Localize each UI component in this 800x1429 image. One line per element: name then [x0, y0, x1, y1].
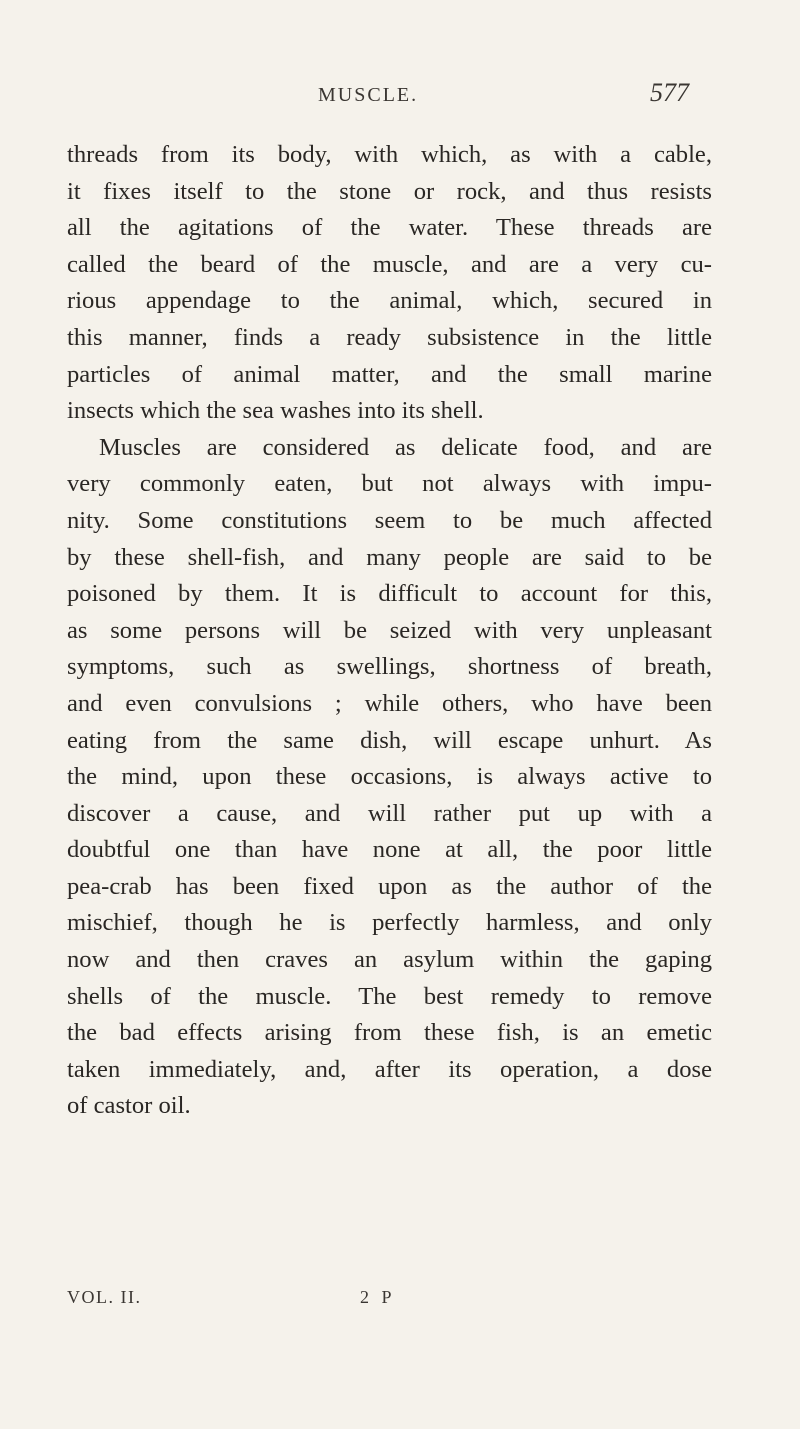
text-line: taken immediately, and, after its operation, a dose: [67, 1055, 712, 1083]
text-line: poisoned by them. It is difficult to account for this,: [67, 580, 712, 608]
text-line: now and then craves an asylum within the gaping: [67, 946, 712, 974]
text-line: eating from the same dish, will escape unhurt. As: [67, 726, 712, 754]
text-line: shells of the muscle. The best remedy to remove: [67, 982, 712, 1010]
text-line: mischief, though he is perfectly harmless, and only: [67, 909, 712, 937]
text-line: as some persons will be seized with very unpleasant: [67, 616, 712, 644]
text-line: pea-crab has been fixed upon as the author of the: [67, 872, 712, 900]
text-line: threads from its body, with which, as with a cable,: [67, 141, 712, 168]
text-line: insects which the sea washes into its shell.: [67, 397, 484, 425]
text-line: the bad effects arising from these fish, is an emetic: [67, 1019, 712, 1047]
text-line: Muscles are considered as delicate food, and are: [99, 433, 712, 461]
page-footer: [0, 1287, 800, 1317]
signature-mark: 2 P: [360, 1287, 396, 1307]
text-line: by these shell-fish, and many people are said to be: [67, 543, 712, 571]
text-line: the mind, upon these occasions, is always active to: [67, 763, 712, 791]
page-number: 577: [650, 78, 689, 107]
text-line: symptoms, such as swellings, shortness of breath,: [67, 653, 712, 681]
text-line: particles of animal matter, and the small marine: [67, 360, 712, 388]
text-line: very commonly eaten, but not always with impu-: [67, 470, 712, 498]
text-line: of castor oil.: [67, 1092, 191, 1120]
text-line: all the agitations of the water. These threads are: [67, 214, 712, 242]
text-line: called the beard of the muscle, and are a very cu-: [67, 250, 712, 278]
volume-label: VOL. II.: [67, 1287, 142, 1307]
text-line: rious appendage to the animal, which, secured in: [67, 287, 712, 315]
text-line: doubtful one than have none at all, the poor little: [67, 836, 712, 864]
body-text: [67, 137, 712, 1125]
running-title: MUSCLE.: [318, 84, 419, 106]
text-line: it fixes itself to the stone or rock, and thus resists: [67, 177, 712, 205]
running-head: [0, 78, 800, 118]
text-line: this manner, finds a ready subsistence in the little: [67, 323, 712, 351]
text-line: and even convulsions ; while others, who have been: [67, 689, 712, 717]
text-line: nity. Some constitutions seem to be much affected: [67, 506, 712, 534]
text-line: discover a cause, and will rather put up with a: [67, 799, 712, 827]
